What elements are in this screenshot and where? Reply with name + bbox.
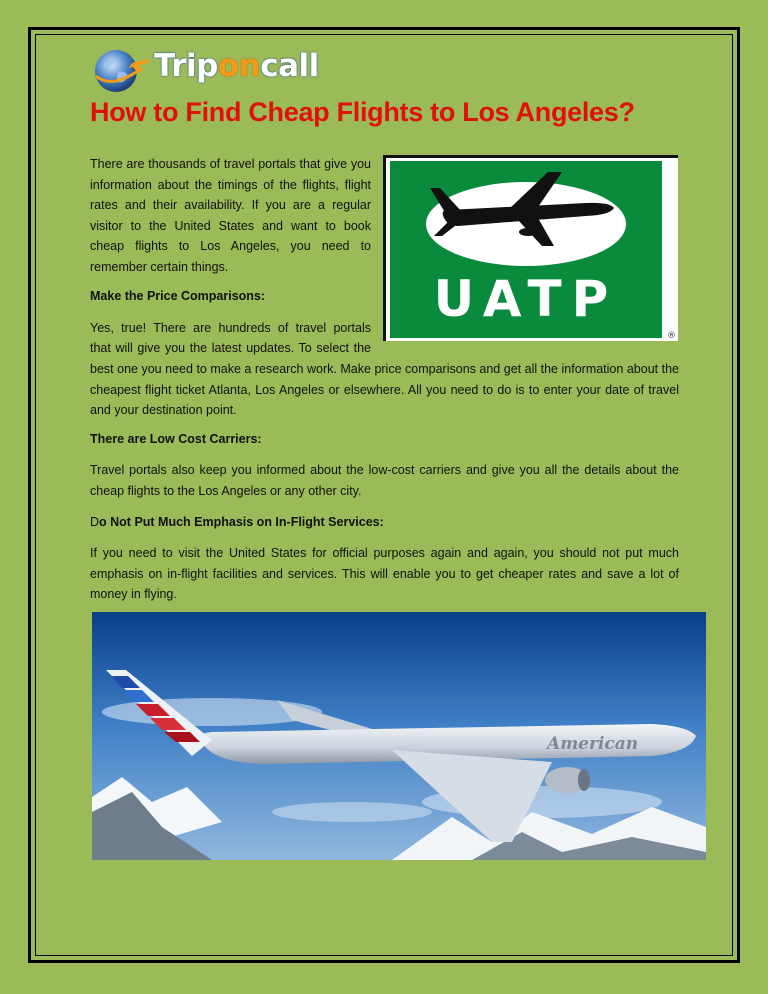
triponcall-logo[interactable] — [92, 42, 322, 96]
registered-mark: ® — [667, 331, 676, 341]
uatp-label: UATP — [433, 270, 619, 328]
section-body-continuation: best one you need to make a research work. Make price comparisons and get all the information about the cheapest flight ticket Atlanta, Los Angeles or elsewhere. All you need to do is to enter your date of travel and your destination point. — [90, 362, 679, 417]
section-body-low-cost-carriers: Travel portals also keep you informed about the low-cost carriers and give you all the details about the cheap flights to the Los Angeles or any other city. — [90, 463, 679, 498]
section-body-line-1: Yes, true! There are hundreds of travel portals — [90, 321, 371, 335]
section-heading-low-cost-carriers: There are Low Cost Carriers: — [90, 432, 262, 446]
uatp-logo-image — [383, 155, 678, 341]
heading-rest: o Not Put Much Emphasis on In-Flight Services: — [99, 515, 384, 529]
section-body-in-flight-services: If you need to visit the United States for official purposes again and again, you should not put much emphasis on in-flight facilities and services. This will enable you to get cheaper rates and save a lot of money in flying. — [90, 546, 679, 601]
intro-paragraph: There are thousands of travel portals that give you information about the timings of the flights, flight rates and their availability. If you are a regular visitor to the United States and want to book cheap flights to Los Angeles, you need to remember certain things. — [90, 157, 371, 274]
logo-wordmark: Triponcall — [154, 48, 319, 84]
section-heading-in-flight-services — [90, 512, 384, 533]
section-body-line-2: that will give you the latest updates. To select the — [90, 341, 371, 355]
section-heading-price-comparisons: Make the Price Comparisons: — [90, 289, 266, 303]
page-title: How to Find Cheap Flights to Los Angeles? — [90, 97, 635, 127]
globe-plane-icon — [92, 46, 152, 94]
airline-name: American — [547, 734, 639, 754]
heading-prefix: D — [90, 515, 100, 529]
american-airlines-photo — [92, 612, 706, 860]
